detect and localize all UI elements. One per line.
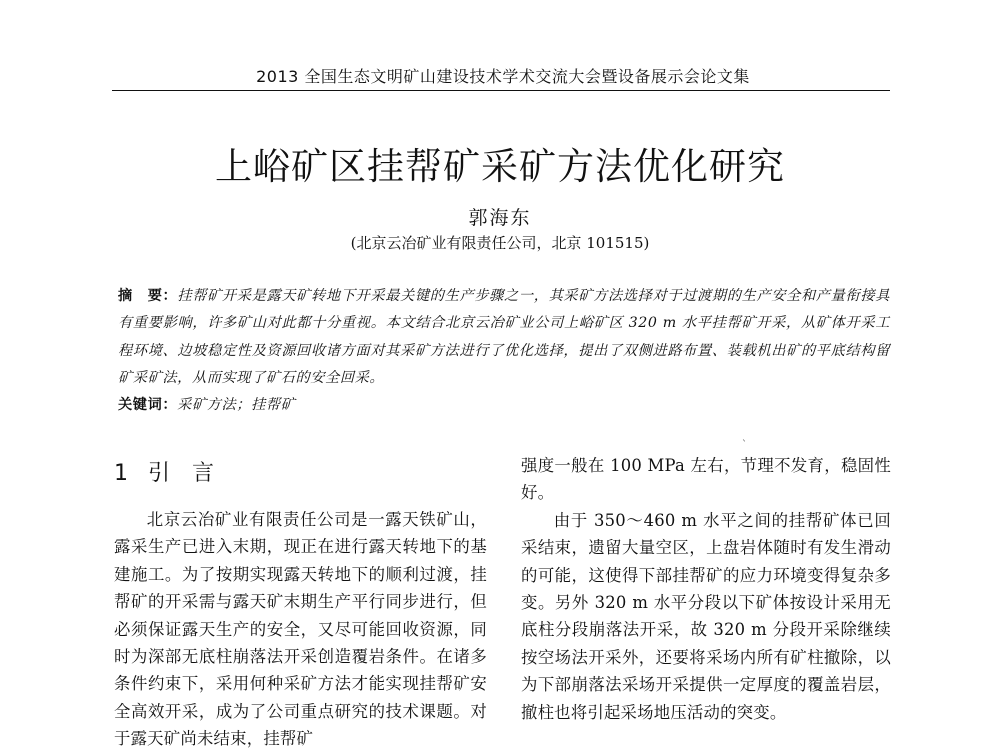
abstract-paragraph [118, 283, 890, 392]
section-number: 1 [114, 461, 128, 486]
section-title: 引言 [148, 461, 237, 486]
abstract-block [118, 283, 890, 419]
body-paragraph-right-2: 由于 350～460 m 水平之间的挂帮矿体已回采结束，遗留大量空区，上盘岩体随时有发生滑动的可能，这使得下部挂帮矿的应力环境变得复杂多变。另外 320 m 水平分段以下矿体按设计采用无底柱分段崩落法开采，故 320 m 分段开采除继续按空场法开采外，还要将采场内所有矿柱撤除，以为下部崩落法采场开采提供一定厚度的覆盖岩层，撤柱也将引起采场地压活动的突变。 [521, 510, 891, 722]
scan-mark: ˋ [742, 440, 747, 451]
body-paragraph-right-1: 强度一般在 100 MPa 左右，节理不发育，稳固性好。 [521, 456, 891, 503]
abstract-text: 挂帮矿开采是露天矿转地下开采最关键的生产步骤之一，其采矿方法选择对于过渡期的生产安全和产量衔接具有重要影响，许多矿山对此都十分重视。本文结合北京云冶矿业公司上峪矿区 320 m 水平挂帮矿开采，从矿体开采工程环境、边坡稳定性及资源回收诸方面对其采矿方法进行了优化选择，提出了双侧进路布置、装载机出矿的平底结构留矿采矿法，从而实现了矿石的安全回采。 [118, 288, 890, 386]
keywords-line [118, 392, 890, 419]
header-divider [112, 90, 890, 91]
left-column [114, 456, 487, 753]
author-name: 郭海东 [468, 207, 532, 229]
paper-title: 上峪矿区挂帮矿采矿方法优化研究 [215, 145, 785, 188]
running-header: 2013 全国生态文明矿山建设技术学术交流大会暨设备展示会论文集 [256, 67, 750, 86]
keywords-label: 关键词： [118, 397, 178, 414]
author-affiliation: (北京云冶矿业有限责任公司，北京 101515) [350, 234, 650, 252]
section-heading [114, 456, 487, 486]
body-paragraph-left: 北京云冶矿业有限责任公司是一露天铁矿山，露采生产已进入末期，现正在进行露天转地下的基建施工。为了按期实现露天转地下的顺利过渡，挂帮矿的开采需与露天矿末期生产平行同步进行，但必须保证露天生产的安全，又尽可能回收资源，同时为深部无底柱崩落法开采创造覆岩条件。在诸多条件约束下，采用何种采矿方法才能实现挂帮矿安全高效开采，成为了公司重点研究的技术课题。对于露天矿尚未结束，挂帮矿 [114, 510, 487, 749]
keywords-text: 采矿方法；挂帮矿 [177, 397, 296, 414]
right-column [521, 452, 891, 726]
abstract-label: 摘 要： [118, 288, 178, 304]
